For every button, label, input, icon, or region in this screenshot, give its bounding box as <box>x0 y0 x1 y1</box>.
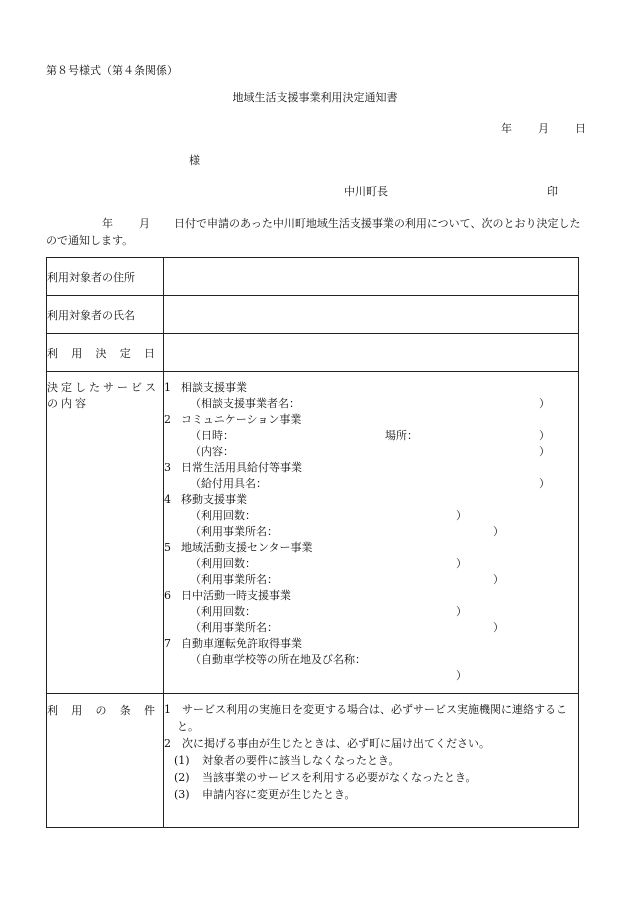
service-3-title: 日常生活用具給付等事業 <box>181 461 302 474</box>
services-list-cell <box>164 372 579 694</box>
conditions-cell <box>164 694 579 828</box>
name-label-cell <box>47 296 164 334</box>
name-label: 利用対象者の氏名 <box>47 308 135 322</box>
intro-paragraph <box>46 215 582 249</box>
address-label: 利用対象者の住所 <box>47 270 135 284</box>
services-list: 1 相談支援事業 （相談支援事業者名： ） 2 コミュニケーション事業 （日時： 場所： ） （内容： ） 3 日常生活用具給付等事業 （給付用具名： ） 4 移動支援事業 （利用回数： ） （利用事業所名： ） 5 地域活動支援センター事業 （利用回数： ） （利用事業所名： ） 6 日中活動一時支援事業 （利用回数： ） （利用事業所名： ） 7 自動車運転免許取得事業 （自動車学校等の所在地及び名称： ） <box>164 381 550 682</box>
issuer-name: 中川町長 <box>344 185 388 198</box>
seal-mark: 印 <box>547 185 558 198</box>
service-6-title: 日中活動一時支援事業 <box>181 589 291 602</box>
form-number: 第８号様式（第４条関係） <box>46 64 178 77</box>
service-2-title: コミュニケーション事業 <box>181 413 302 426</box>
document-title: 地域生活支援事業利用決定通知書 <box>232 91 398 104</box>
decision-date-value-cell <box>164 334 579 372</box>
condition-2-2: (2) 当該事業のサービスを利用する必要がなくなったとき。 <box>174 771 477 784</box>
intro-month: 月 <box>139 217 150 230</box>
service-4-title: 移動支援事業 <box>181 493 247 506</box>
condition-2-3: (3) 申請内容に変更が生じたとき。 <box>174 788 356 801</box>
condition-1: 1 サービス利用の実施日を変更する場合は、必ずサービス実施機関に連絡すること。 <box>164 703 567 733</box>
conditions-list <box>164 694 578 827</box>
name-value-cell <box>164 296 579 334</box>
decision-table <box>46 257 579 828</box>
service-5-title: 地域活動支援センター事業 <box>181 541 313 554</box>
addressee-suffix: 様 <box>189 154 200 167</box>
services-label-cell <box>47 372 164 694</box>
date-year: 年 <box>501 122 512 135</box>
conditions-label: 利 用 の 条 件 <box>47 704 155 717</box>
address-value-cell <box>164 258 579 296</box>
date-month: 月 <box>538 122 549 135</box>
condition-2: 2 次に掲げる事由が生じたときは、必ず町に届け出てください。 <box>164 737 490 750</box>
intro-year: 年 <box>102 217 113 230</box>
services-label: 決定したサービスの内容 <box>47 381 159 410</box>
decision-date-label: 利 用 決 定 日 <box>47 346 155 360</box>
issue-date <box>501 122 586 136</box>
address-label-cell <box>47 258 164 296</box>
service-1-title: 相談支援事業 <box>181 381 247 394</box>
service-7-title: 自動車運転免許取得事業 <box>181 637 302 650</box>
intro-text: 日付で申請のあった中川町地域生活支援事業の利用について、次のとおり決定したので通知します。 <box>46 217 581 247</box>
condition-2-1: (1) 対象者の要件に該当しなくなったとき。 <box>174 754 400 767</box>
conditions-label-cell <box>47 694 164 828</box>
date-day: 日 <box>575 122 586 135</box>
decision-date-label-cell <box>47 334 164 372</box>
